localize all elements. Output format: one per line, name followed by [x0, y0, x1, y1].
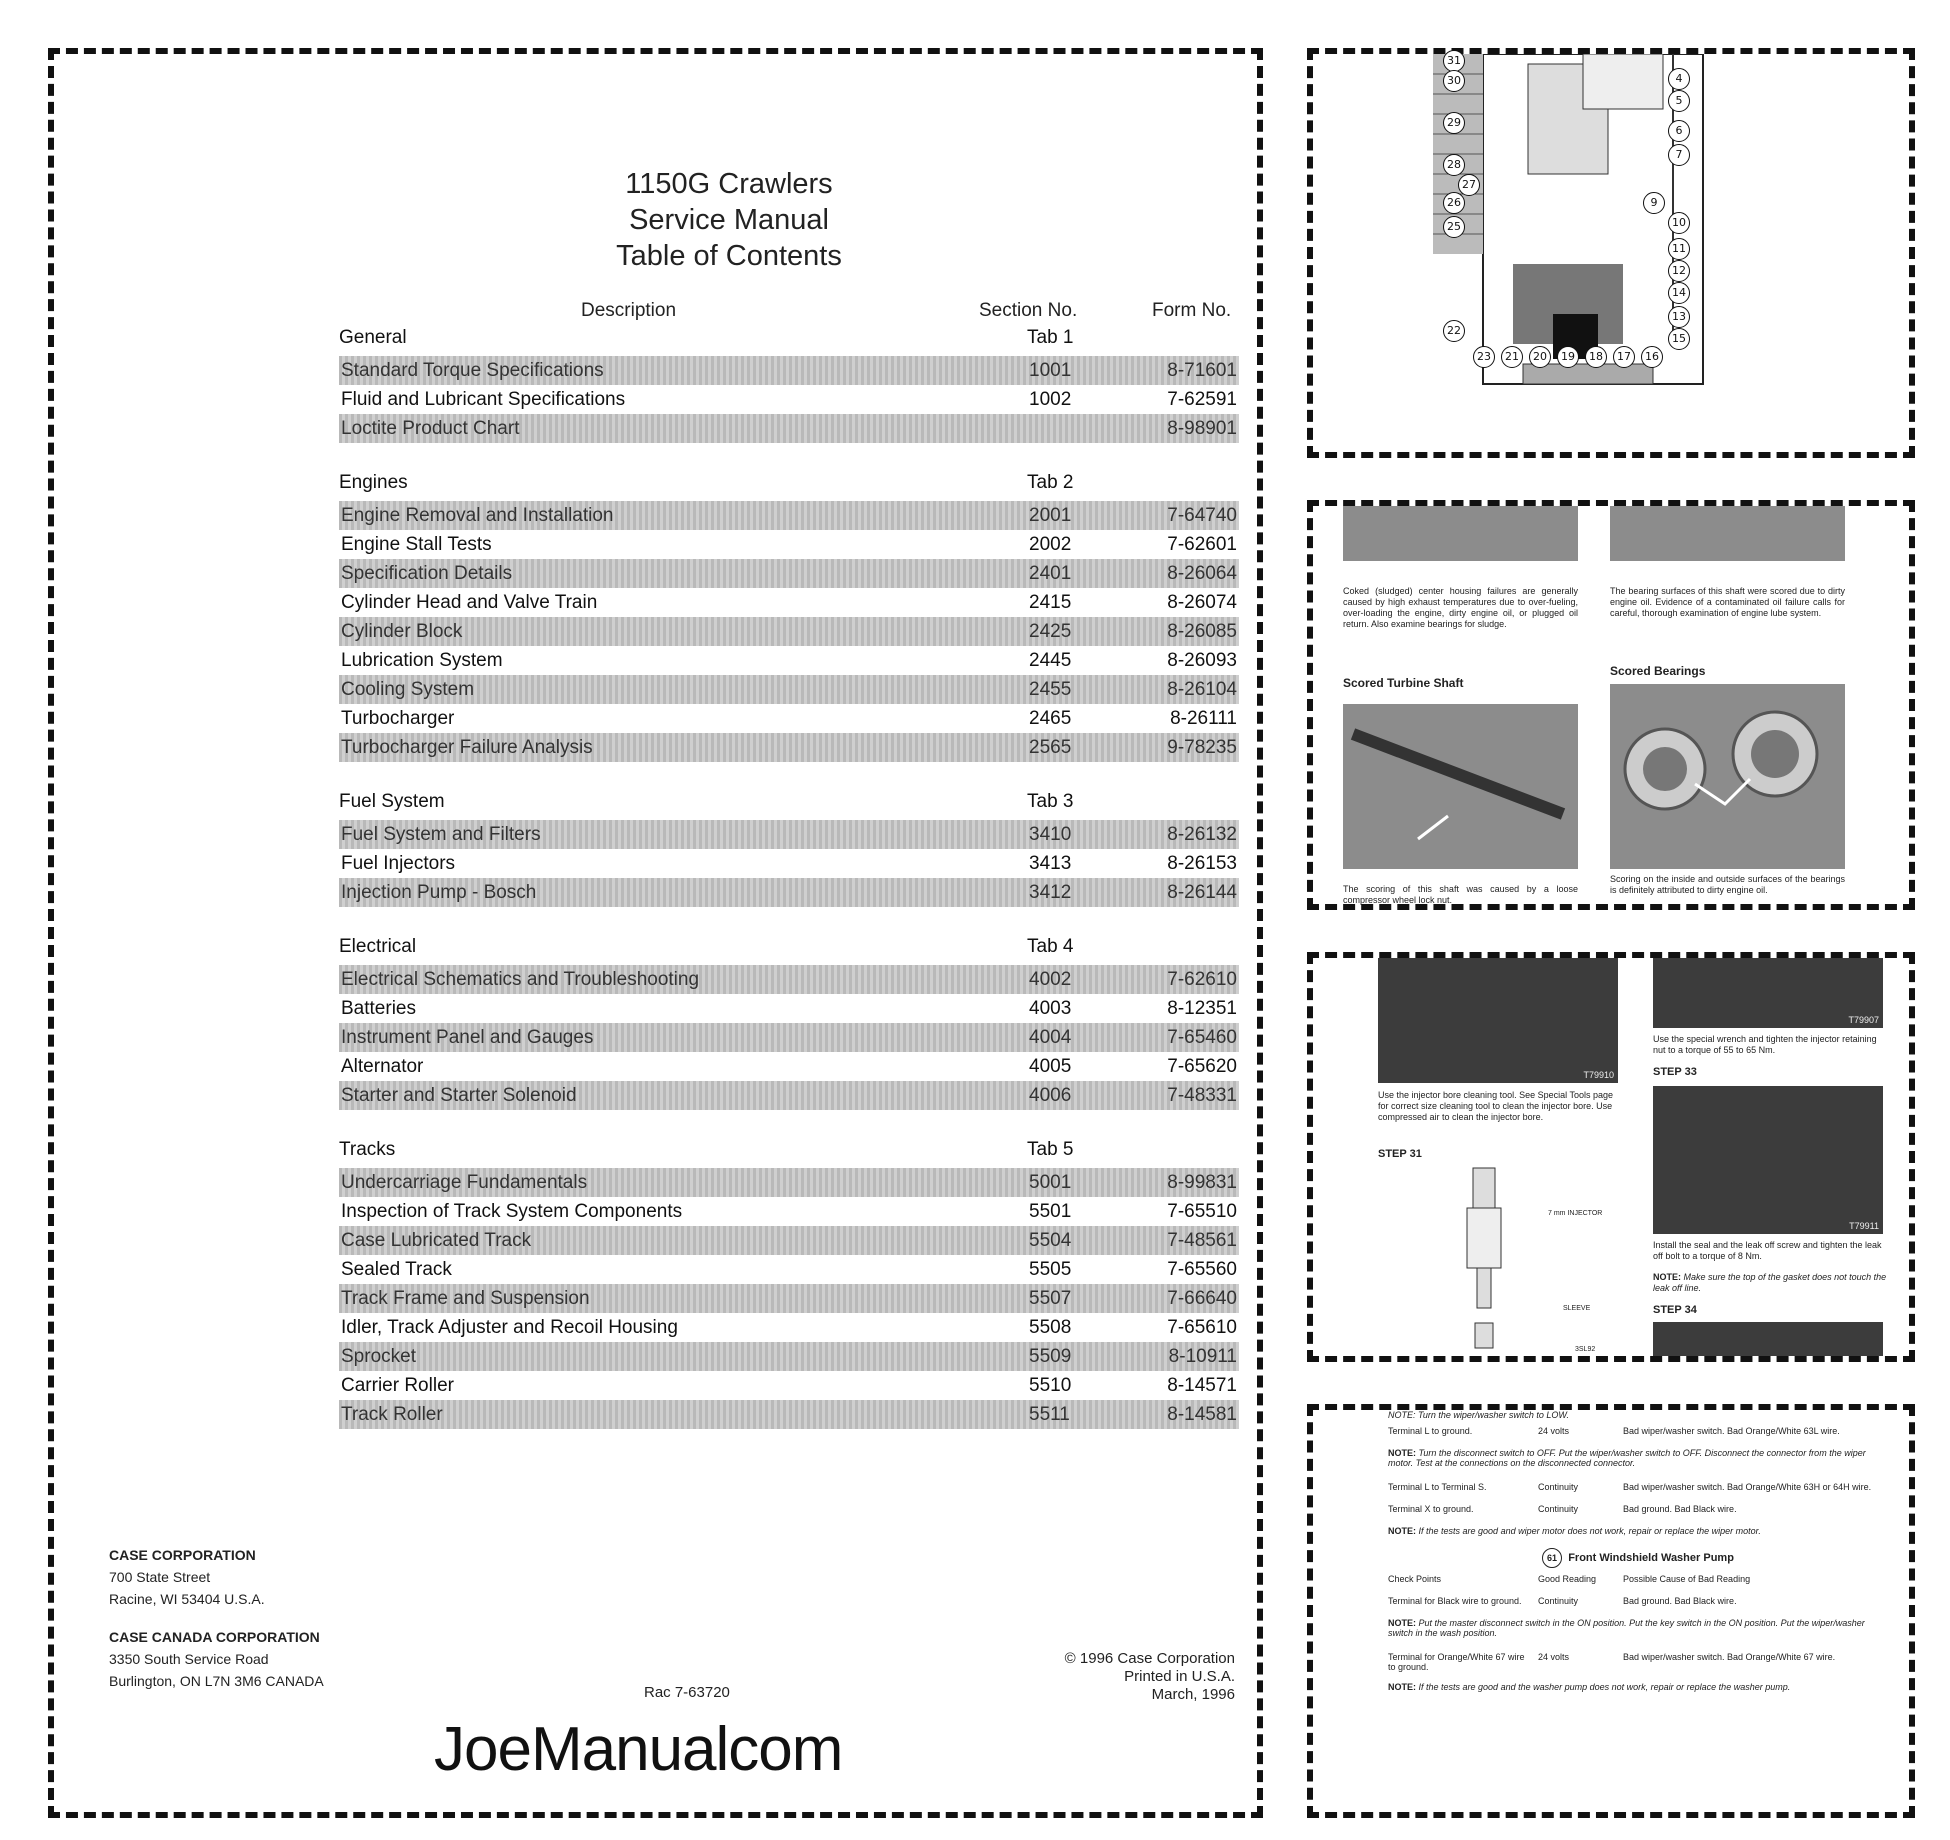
- callout-number: 14: [1668, 282, 1690, 304]
- section-name: Tracks: [339, 1139, 396, 1160]
- toc-row: [339, 820, 1239, 849]
- toc-form-no: 7-62591: [1167, 389, 1237, 410]
- callout-number: 13: [1668, 306, 1690, 328]
- toc-row: [339, 1284, 1239, 1313]
- toc-description: Turbocharger: [341, 708, 455, 729]
- toc-row: [339, 1313, 1239, 1342]
- toc-description: Sealed Track: [341, 1259, 452, 1280]
- table-header: Check Points Good Reading Possible Cause of Bad Reading: [1388, 1574, 1751, 1584]
- toc-list: [339, 327, 1239, 1429]
- toc-form-no: 8-26111: [1170, 708, 1237, 729]
- photo-scored-shaft-top: [1610, 506, 1845, 561]
- toc-section-no: 2455: [1029, 679, 1072, 700]
- toc-description: Cylinder Block: [341, 621, 463, 642]
- turbo-diagram: [1313, 54, 1909, 452]
- toc-section-no: 2001: [1029, 505, 1072, 526]
- toc-row: [339, 1197, 1239, 1226]
- toc-form-no: 7-62601: [1167, 534, 1237, 555]
- callout-number: 16: [1641, 346, 1663, 368]
- photo-retaining-nut: T79907: [1653, 958, 1883, 1028]
- header-section: Section No.: [979, 300, 1078, 321]
- toc-description: Fuel Injectors: [341, 853, 456, 874]
- toc-form-no: 7-48331: [1167, 1085, 1237, 1106]
- manual-title: 1150G Crawlers Service Manual Table of Contents: [616, 168, 842, 272]
- header-form: Form No.: [1152, 300, 1232, 321]
- toc-section-no: 1002: [1029, 389, 1072, 410]
- shaft-illustration: [1343, 704, 1578, 869]
- toc-section-no: 5001: [1029, 1172, 1072, 1193]
- toc-description: Injection Pump - Bosch: [341, 882, 537, 903]
- toc-form-no: 7-64740: [1167, 505, 1237, 526]
- header-description: Description: [581, 300, 677, 321]
- toc-section-no: 3413: [1029, 853, 1072, 874]
- diagram-panel: [1307, 48, 1915, 458]
- label-injector: 7 mm INJECTOR: [1548, 1210, 1603, 1217]
- section-gap: [339, 762, 1239, 791]
- callout-number: 6: [1668, 120, 1690, 142]
- canada-address: CASE CANADA CORPORATION 3350 South Service Road Burlington, ON L7N 3M6 CANADA: [109, 1629, 324, 1689]
- toc-row: [339, 1168, 1239, 1197]
- toc-row: [339, 414, 1239, 443]
- toc-description: Standard Torque Specifications: [341, 360, 604, 381]
- toc-section-no: 5510: [1029, 1375, 1072, 1396]
- toc-description: Batteries: [341, 998, 416, 1019]
- caption-bearing-scoring: Scoring on the inside and outside surfaces of the bearings is definitely attributed to dirty engine oil.: [1610, 874, 1845, 895]
- toc-section-no: 5509: [1029, 1346, 1072, 1367]
- toc-row: [339, 646, 1239, 675]
- toc-form-no: 7-48561: [1167, 1230, 1237, 1251]
- electrical-panel: [1307, 1404, 1915, 1818]
- toc-row: [339, 1255, 1239, 1284]
- callout-number: 22: [1443, 320, 1465, 342]
- section-badge: 61: [1542, 1548, 1562, 1568]
- section-tab: Tab 1: [1027, 327, 1074, 348]
- toc-form-no: 7-65510: [1167, 1201, 1237, 1222]
- toc-row: [339, 849, 1239, 878]
- toc-description: Fluid and Lubricant Specifications: [341, 389, 626, 410]
- toc-form-no: 8-26104: [1167, 679, 1237, 700]
- toc-row: [339, 733, 1239, 762]
- toc-form-no: 7-62610: [1167, 969, 1237, 990]
- table-row: Terminal L to ground. 24 volts Bad wiper/washer switch. Bad Orange/White 63L wire.: [1388, 1426, 1840, 1436]
- toc-description: Cooling System: [341, 679, 475, 700]
- toc-form-no: 7-65460: [1167, 1027, 1237, 1048]
- photo-step-34: [1653, 1322, 1883, 1356]
- section-heading: 61 Front Windshield Washer Pump: [1388, 1548, 1888, 1574]
- toc-section-no: 5501: [1029, 1201, 1072, 1222]
- section-name: Fuel System: [339, 791, 445, 812]
- section-gap: [339, 1110, 1239, 1139]
- callout-number: 25: [1443, 216, 1465, 238]
- toc-description: Sprocket: [341, 1346, 416, 1367]
- callout-number: 15: [1668, 328, 1690, 350]
- figure-number: 3SL92: [1575, 1346, 1596, 1353]
- toc-row: [339, 878, 1239, 907]
- toc-section-no: 4003: [1029, 998, 1072, 1019]
- toc-section-no: 4006: [1029, 1085, 1072, 1106]
- table-row: Terminal for Orange/White 67 wire to ground. 24 volts Bad wiper/washer switch. Bad Orange/White 67 wire.: [1388, 1652, 1836, 1672]
- text-retaining-nut: Use the special wrench and tighten the injector retaining nut to a torque of 55 to 65 Nm.: [1653, 1034, 1877, 1055]
- toc-description: Instrument Panel and Gauges: [341, 1027, 594, 1048]
- toc-description: Case Lubricated Track: [341, 1230, 532, 1251]
- toc-row: [339, 994, 1239, 1023]
- toc-row: [339, 965, 1239, 994]
- toc-section-no: 5504: [1029, 1230, 1072, 1251]
- toc-form-no: 8-12351: [1167, 998, 1237, 1019]
- text-bore-cleaning: Use the injector bore cleaning tool. See Special Tools page for correct size cleaning tool to clean the injector bore. Use compressed air to clean the injector bore.: [1378, 1090, 1613, 1122]
- section-tab: Tab 5: [1027, 1139, 1074, 1160]
- toc-row: [339, 588, 1239, 617]
- toc-form-no: 8-26132: [1167, 824, 1237, 845]
- toc-form-no: 7-65610: [1167, 1317, 1237, 1338]
- toc-section-no: 1001: [1029, 360, 1072, 381]
- toc-row: [339, 530, 1239, 559]
- toc-form-no: 8-26085: [1167, 621, 1237, 642]
- toc-row: [339, 356, 1239, 385]
- toc-description: Fuel System and Filters: [341, 824, 541, 845]
- note-disconnect: NOTE: Turn the disconnect switch to OFF. Put the wiper/washer switch to OFF. Disconnect the connector from the wiper motor. Test at the connections on the disconnected connector.: [1388, 1448, 1866, 1468]
- toc-section-no: 5505: [1029, 1259, 1072, 1280]
- callout-number: 31: [1443, 50, 1465, 72]
- toc-row: [339, 675, 1239, 704]
- callout-number: 23: [1473, 346, 1495, 368]
- copyright: © 1996 Case Corporation Printed in U.S.A. March, 1996: [1064, 1650, 1235, 1703]
- toc-section-no: 3412: [1029, 882, 1072, 903]
- toc-description: Track Frame and Suspension: [341, 1288, 590, 1309]
- toc-description: Undercarriage Fundamentals: [341, 1172, 588, 1193]
- toc-description: Alternator: [341, 1056, 424, 1077]
- caption-center-housing: Coked (sludged) center housing failures are generally caused by high exhaust temperatures due to over-fueling, over-loading the engine, dirty engine oil, or plugged oil return. Also examine bearings for sludge.: [1343, 586, 1578, 629]
- toc-section-no: 3410: [1029, 824, 1072, 845]
- section-tab: Tab 4: [1027, 936, 1074, 957]
- section-name: Electrical: [339, 936, 417, 957]
- toc-section-no: 2425: [1029, 621, 1072, 642]
- toc-section-no: 2465: [1029, 708, 1072, 729]
- photo-bore-cleaning: T79910: [1378, 958, 1618, 1083]
- callout-number: 21: [1501, 346, 1523, 368]
- step-34-label: STEP 34: [1653, 1304, 1697, 1316]
- callout-number: 18: [1585, 346, 1607, 368]
- toc-row: [339, 1081, 1239, 1110]
- caption-shaft-scoring: The scoring of this shaft was caused by a loose compressor wheel lock nut.: [1343, 884, 1578, 905]
- step-31-label: STEP 31: [1378, 1148, 1422, 1160]
- toc-row: [339, 1023, 1239, 1052]
- toc-section-no: 4005: [1029, 1056, 1072, 1077]
- table-row: Terminal L to Terminal S. Continuity Bad wiper/washer switch. Bad Orange/White 63H or 64H wire.: [1388, 1482, 1872, 1492]
- toc-section-no: 2415: [1029, 592, 1072, 613]
- callout-number: 10: [1668, 212, 1690, 234]
- caption-shaft-bearing: The bearing surfaces of this shaft were scored due to dirty engine oil. Evidence of a contaminated oil failure calls for careful, thorough examination of engine lube system.: [1610, 586, 1845, 618]
- watermark-text: JoeManualcom: [434, 1715, 843, 1784]
- toc-section-no: 4004: [1029, 1027, 1072, 1048]
- toc-form-no: 8-26093: [1167, 650, 1237, 671]
- callout-number: 17: [1613, 346, 1635, 368]
- label-sleeve: SLEEVE: [1563, 1305, 1591, 1312]
- toc-description: Inspection of Track System Components: [341, 1201, 683, 1222]
- injector-steps-panel: [1307, 952, 1915, 1362]
- toc-form-no: 7-65620: [1167, 1056, 1237, 1077]
- callout-number: 7: [1668, 144, 1690, 166]
- toc-form-no: 7-65560: [1167, 1259, 1237, 1280]
- toc-row: [339, 559, 1239, 588]
- toc-row: [339, 1052, 1239, 1081]
- toc-form-no: 8-99831: [1167, 1172, 1237, 1193]
- photo-scored-shaft: [1343, 704, 1578, 869]
- section-name: General: [339, 327, 407, 348]
- toc-form-no: 9-78235: [1167, 737, 1237, 758]
- toc-description: Loctite Product Chart: [341, 418, 520, 439]
- turbo-failure-panel: [1307, 500, 1915, 910]
- toc-row: [339, 501, 1239, 530]
- toc-form-no: 8-14581: [1167, 1404, 1237, 1425]
- section-heading: [339, 472, 1239, 501]
- toc-section-no: 5507: [1029, 1288, 1072, 1309]
- toc-description: Starter and Starter Solenoid: [341, 1085, 577, 1106]
- note-gasket: NOTE: Make sure the top of the gasket does not touch the leak off line.: [1653, 1272, 1887, 1293]
- text-leak-off: Install the seal and the leak off screw and tighten the leak off bolt to a torque of 8 Nm.: [1653, 1240, 1882, 1261]
- toc-row: [339, 1400, 1239, 1429]
- section-tab: Tab 3: [1027, 791, 1074, 812]
- callout-number: 28: [1443, 154, 1465, 176]
- section-gap: [339, 443, 1239, 472]
- toc-description: Track Roller: [341, 1404, 443, 1425]
- toc-section-no: 2002: [1029, 534, 1072, 555]
- note-low: NOTE: Turn the wiper/washer switch to LOW.: [1388, 1410, 1570, 1420]
- step-33-label: STEP 33: [1653, 1066, 1697, 1078]
- callout-number: 11: [1668, 238, 1690, 260]
- toc-description: Engine Removal and Installation: [341, 505, 614, 526]
- toc-form-no: 8-26144: [1167, 882, 1237, 903]
- callout-number: 12: [1668, 260, 1690, 282]
- section-name: Engines: [339, 472, 408, 493]
- photo-scored-bearings: [1610, 684, 1845, 869]
- callout-number: 29: [1443, 112, 1465, 134]
- section-heading: [339, 936, 1239, 965]
- section-gap: [339, 907, 1239, 936]
- table-row: Terminal X to ground. Continuity Bad ground. Bad Black wire.: [1388, 1504, 1737, 1514]
- toc-form-no: 8-26074: [1167, 592, 1237, 613]
- heading-scored-bearings: Scored Bearings: [1610, 664, 1706, 678]
- toc-section-no: 2445: [1029, 650, 1072, 671]
- toc-description: Carrier Roller: [341, 1375, 454, 1396]
- toc-row: [339, 617, 1239, 646]
- callout-number: 5: [1668, 90, 1690, 112]
- toc-description: Idler, Track Adjuster and Recoil Housing: [341, 1317, 678, 1338]
- toc-description: Engine Stall Tests: [341, 534, 492, 555]
- toc-section-no: 5508: [1029, 1317, 1072, 1338]
- section-heading: [339, 327, 1239, 356]
- table-row: Terminal for Black wire to ground. Continuity Bad ground. Bad Black wire.: [1388, 1596, 1737, 1606]
- toc-row: [339, 1226, 1239, 1255]
- toc-form-no: 8-10911: [1168, 1346, 1237, 1367]
- toc-section-no: 2565: [1029, 737, 1072, 758]
- callout-number: 30: [1443, 70, 1465, 92]
- note-wiper-motor: NOTE: If the tests are good and wiper motor does not work, repair or replace the wiper motor.: [1388, 1526, 1761, 1536]
- rac-number: Rac 7-63720: [644, 1684, 730, 1701]
- wiper-washer-table: [1388, 1410, 1888, 1704]
- callout-number: 19: [1557, 346, 1579, 368]
- note-washer-pump: NOTE: If the tests are good and the washer pump does not work, repair or replace the washer pump.: [1388, 1682, 1791, 1692]
- photo-center-housing: [1343, 506, 1578, 561]
- note-master-switch: NOTE: Put the master disconnect switch in the ON position. Put the key switch in the ON position. Put the wiper/washer switch in the wash position.: [1388, 1618, 1865, 1638]
- toc-section-no: 4002: [1029, 969, 1072, 990]
- toc-row: [339, 704, 1239, 733]
- section-tab: Tab 2: [1027, 472, 1074, 493]
- toc-form-no: 7-66640: [1167, 1288, 1237, 1309]
- toc-row: [339, 385, 1239, 414]
- toc-page: [48, 48, 1263, 1818]
- toc-description: Lubrication System: [341, 650, 503, 671]
- bearing-illustration: [1610, 684, 1845, 869]
- photo-leak-off-screw: T79911: [1653, 1086, 1883, 1234]
- toc-description: Turbocharger Failure Analysis: [341, 737, 593, 758]
- section-heading: [339, 791, 1239, 820]
- toc-form-no: 8-26064: [1167, 563, 1237, 584]
- callout-number: 26: [1443, 192, 1465, 214]
- toc-row: [339, 1342, 1239, 1371]
- toc-description: Specification Details: [341, 563, 513, 584]
- heading-scored-turbine-shaft: Scored Turbine Shaft: [1343, 676, 1464, 690]
- injector-drawing: [1453, 1158, 1523, 1358]
- toc-section-no: 5511: [1029, 1404, 1070, 1425]
- toc-form-no: 8-71601: [1167, 360, 1237, 381]
- us-address: CASE CORPORATION 700 State Street Racine, WI 53404 U.S.A.: [109, 1547, 265, 1607]
- toc-description: Electrical Schematics and Troubleshooting: [341, 969, 700, 990]
- callout-number: 20: [1529, 346, 1551, 368]
- toc-row: [339, 1371, 1239, 1400]
- toc-description: Cylinder Head and Valve Train: [341, 592, 598, 613]
- section-heading: [339, 1139, 1239, 1168]
- callout-number: 27: [1458, 174, 1480, 196]
- callout-number: 9: [1643, 192, 1665, 214]
- callout-number: 4: [1668, 68, 1690, 90]
- toc-form-no: 8-14571: [1167, 1375, 1237, 1396]
- toc-section-no: 2401: [1029, 563, 1072, 584]
- toc-form-no: 8-98901: [1167, 418, 1237, 439]
- toc-form-no: 8-26153: [1167, 853, 1237, 874]
